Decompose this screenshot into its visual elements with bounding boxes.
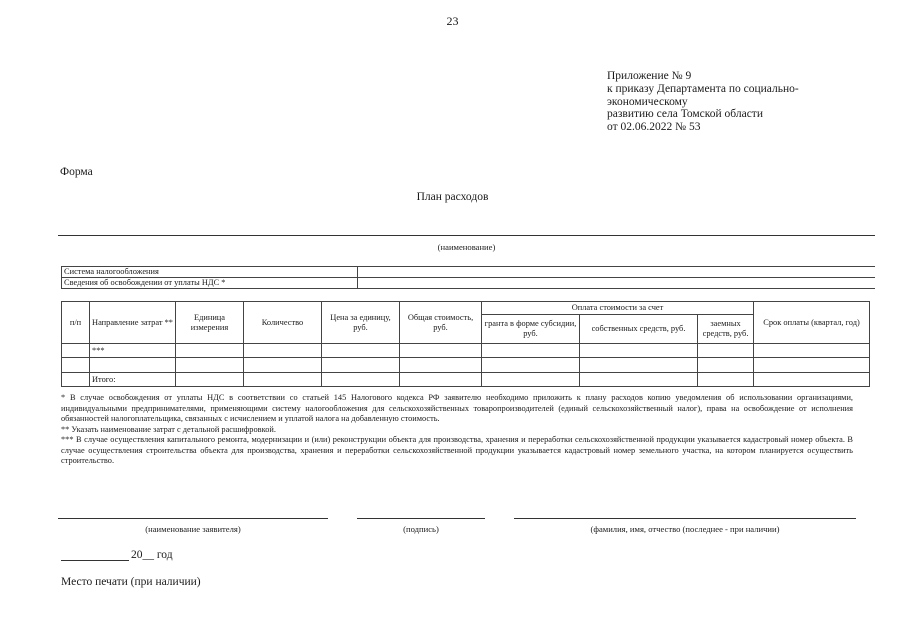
- vat-exemption-value: [358, 278, 876, 289]
- vat-exemption-label: Сведения об освобождении от уплаты НДС *: [62, 278, 358, 289]
- fio-caption: (фамилия, имя, отчество (последнее - при наличии): [590, 524, 780, 534]
- costs-table: [61, 301, 870, 387]
- approval-block: [607, 70, 847, 134]
- page-number: 23: [446, 14, 459, 28]
- table-header-row: [62, 302, 870, 315]
- footnote: * В случае освобождения от уплаты НДС в соответствии со статьей 145 Налогового кодекса РФ заявителю необходимо приложить к плану расходов копию уведомления об использовании организациями, индивидуальными предпринимателями, применяющими систему налогообложения для сельскохозяйственных товаропроизводителей (единый сельскохозяйственный налог), права на освобождение от исполнения обязанностей налогоплательщика, связанных с исчислением и уплатой налога на добавленную стоимость.: [61, 393, 853, 423]
- applicant-line: [58, 518, 328, 519]
- footnotes: [61, 393, 853, 467]
- stamp-label: Место печати (при наличии): [61, 576, 201, 588]
- approval-line: развитию села Томской области: [607, 108, 763, 121]
- col-payment-group-header: Оплата стоимости за счет: [482, 302, 754, 315]
- footnote: ** Указать наименование затрат с детальной расшифровкой.: [61, 424, 276, 434]
- approval-line: экономическому: [607, 95, 688, 108]
- col-grant-header: гранта в форме субсидии, руб.: [482, 315, 580, 344]
- document-title: План расходов: [416, 191, 489, 203]
- tax-system-value: [358, 267, 876, 278]
- fio-line: [514, 518, 856, 519]
- signature-caption: (подпись): [403, 524, 439, 534]
- tax-system-label: Система налогообложения: [62, 267, 358, 278]
- signature-line: [357, 518, 485, 519]
- name-underline: [58, 235, 875, 236]
- tax-info-table: [61, 266, 875, 289]
- date-blank: [61, 549, 129, 561]
- form-label: Форма: [60, 166, 93, 178]
- footnote: *** В случае осуществления капитального ремонта, модернизации и (или) реконструкции объекта для производства, хранения и переработки сельскохозяйственной продукции указывается кадастровый номер объекта. В случае осуществления строительства объекта для производства, хранения и переработки сельскохозяйственной продукции указывается кадастровый номер земельного участка, на котором планируется осуществить строительство.: [61, 435, 853, 465]
- col-num-header: п/п: [62, 302, 90, 344]
- table-row: [62, 358, 870, 373]
- col-price-header: Цена за единицу, руб.: [322, 302, 400, 344]
- date-text: 20__ год: [131, 549, 173, 561]
- col-direction-header: Направление затрат **: [90, 302, 176, 344]
- col-total-header: Общая стоимость, руб.: [400, 302, 482, 344]
- approval-line: от 02.06.2022 № 53: [607, 121, 701, 134]
- col-unit-header: Единица измерения: [176, 302, 244, 344]
- applicant-caption: (наименование заявителя): [145, 524, 241, 534]
- col-quantity-header: Количество: [244, 302, 322, 344]
- table-row: [62, 278, 876, 289]
- name-caption: (наименование): [437, 242, 496, 252]
- date-line: [61, 549, 173, 561]
- table-total-row: [62, 373, 870, 387]
- approval-line: Приложение № 9: [607, 70, 692, 82]
- table-row: [62, 344, 870, 358]
- total-label: Итого:: [90, 373, 176, 387]
- direction-cell: ***: [90, 344, 176, 358]
- col-term-header: Срок оплаты (квартал, год): [754, 302, 870, 344]
- col-own-header: собственных средств, руб.: [580, 315, 698, 344]
- table-row: [62, 267, 876, 278]
- approval-line: к приказу Департамента по социально-: [607, 82, 799, 95]
- col-loan-header: заемных средств, руб.: [698, 315, 754, 344]
